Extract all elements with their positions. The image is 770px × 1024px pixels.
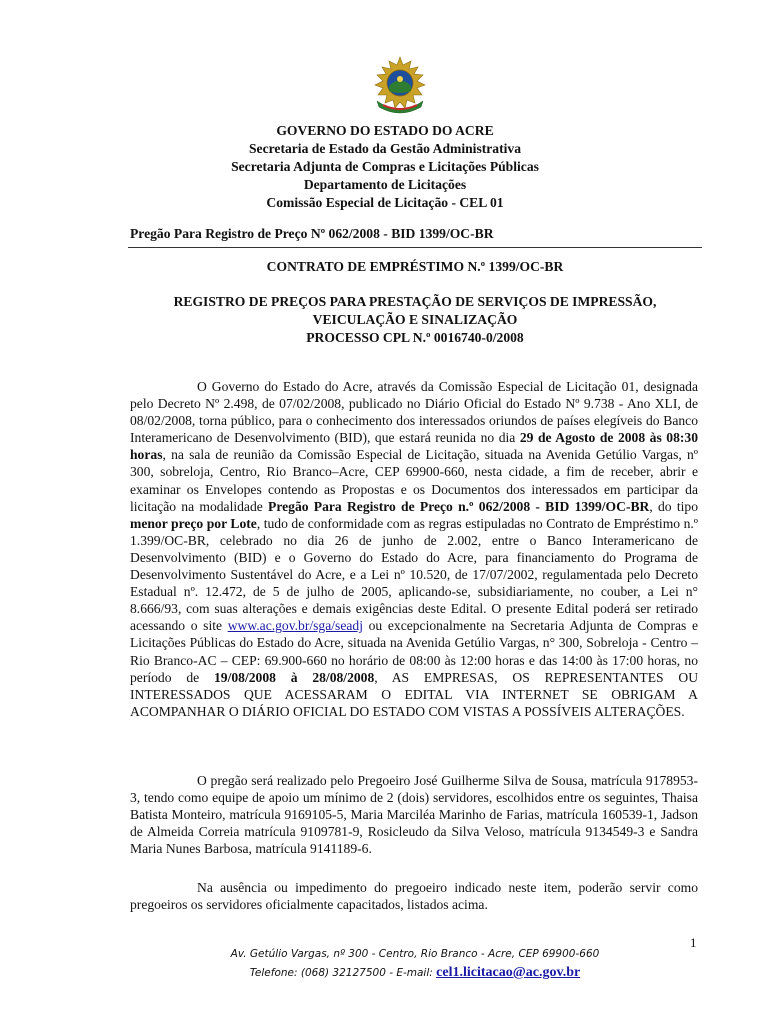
text-run: , AS EMPRESAS, OS REPRESENTANTES OU INTERESSADOS QUE ACESSARAM O EDITAL VIA INTERNET SE OBRIGAM A ACOMPANHAR O DIÁRIO OFICIAL DO ESTADO COM VISTAS A POSSÍVEIS ALTERAÇÕES. xyxy=(130,669,699,719)
pregao-title: Pregão Para Registro de Preço Nº 062/2008 - BID 1399/OC-BR xyxy=(130,226,494,241)
text-run: O Governo do Estado do Acre, através da Comissão Especial de Licitação 01, designada pelo Decreto Nº 2.498, de 07/02/2008, publicado no Diário Oficial do Estado Nº 9.738 - Ano XLI, de 08/02/2008, torna público, para o conhecimento dos interessados oriundos de países elegíveis do Banco Interamericano de Desenvolvimento (BID), que estará reunida no dia xyxy=(130,379,698,446)
paragraph-auctioneer xyxy=(130,772,698,857)
header-commission: Comissão Especial de Licitação - CEL 01 xyxy=(266,195,504,210)
process-number: PROCESSO CPL N.º 0016740-0/2008 xyxy=(306,330,524,345)
substitution-text: Na ausência ou impedimento do pregoeiro indicado neste item, poderão servir como pregoeiros os servidores oficialmente capacitados, listados acima. xyxy=(130,880,698,913)
header-government: GOVERNO DO ESTADO DO ACRE xyxy=(276,123,494,138)
footer-phone: Telefone: (068) 32127500 - E-mail: xyxy=(249,967,433,979)
header-department: Departamento de Licitações xyxy=(303,177,467,192)
award-type: menor preço por Lote xyxy=(130,515,257,531)
header-secretariat: Secretaria de Estado da Gestão Administrativa xyxy=(249,141,521,156)
modality-name: Pregão Para Registro de Preço n.º 062/2008 - BID 1399/OC-BR xyxy=(268,498,650,514)
registration-line-1: REGISTRO DE PREÇOS PARA PRESTAÇÃO DE SERVIÇOS DE IMPRESSÃO, xyxy=(173,294,657,309)
divider xyxy=(128,247,702,248)
registration-title xyxy=(130,293,700,347)
footer-email-link[interactable]: cel1.licitacao@ac.gov.br xyxy=(436,965,581,980)
registration-line-2: VEICULAÇÃO E SINALIZAÇÃO xyxy=(312,312,518,327)
auctioneer-text: O pregão será realizado pelo Pregoeiro José Guilherme Silva de Sousa, matrícula 9178953-3, tendo como equipe de apoio um mínimo de 2 (dois) servidores, escolhidos entre os seguintes, Thaisa Batista Monteiro, matrícula 9169105-5, Maria Marciléa Marinho de Farias, matrícula 160539-1, Jadson de Almeida Correia matrícula 9109781-9, Rosicleudo da Silva Veloso, matrícula 9134549-3 e Sandra Maria Nunes Barbosa, matrícula 9141189-6. xyxy=(130,773,698,857)
paragraph-substitution xyxy=(130,879,698,913)
footer-address: Av. Getúlio Vargas, nº 300 - Centro, Rio Branco - Acre, CEP 69900-660 xyxy=(230,948,600,960)
paragraph-announcement xyxy=(130,378,698,720)
text-run: , do tipo xyxy=(649,498,698,514)
text-run: , na sala de reunião da Comissão Especial de Licitação, situada na Avenida Getúlio Vargas, nº 300, sobreloja, Centro, Rio Branco–Acre, CEP 69900-660, nesta cidade, a fim de receber, abrir e examinar os Envelopes contendo as Propostas e os Documentos dos interessados em participar da licitação na modalidade xyxy=(130,447,698,514)
text-run: , tudo de conformidade com as regras estipuladas no Contrato de Empréstimo n.º 1.399/OC-BR, celebrado no dia 26 de junho de 2.002, entre o Banco Interamericano de Desenvolvimento (BID) e o Governo do Estado do Acre, para financiamento do Programa de Desenvolvimento Sustentável do Acre, e a Lei nº 10.520, de 17/07/2002, regulamentada pelo Decreto Estadual nº. 12.472, de 5 de julho de 2005, aplicando-se, subsidiariamente, no couber, a Lei n° 8.666/93, com suas alterações e demais exigências deste Edital. O presente Edital poderá ser retirado acessando o site xyxy=(130,515,698,634)
contract-title: CONTRATO DE EMPRÉSTIMO N.º 1399/OC-BR xyxy=(266,259,564,274)
footer-contact xyxy=(0,965,770,981)
meeting-date: 29 de Agosto de 2008 às 08:30 horas xyxy=(130,430,698,463)
edital-site-link[interactable]: www.ac.gov.br/sga/seadj xyxy=(227,618,363,634)
page-number: 1 xyxy=(690,935,697,950)
document-header xyxy=(0,122,770,212)
text-run: ou excepcionalmente na Secretaria Adjunta de Compras e Licitações Públicas do Estado do Acre, situada na Avenida Getúlio Vargas, n° 300, Sobreloja - Centro – Rio Branco-AC – CEP: 69.900-660 no horário de 08:00 às 12:00 horas e das 14:00 às 17:00 horas, no período de xyxy=(130,618,698,685)
header-adjunct-secretariat: Secretaria Adjunta de Compras e Licitações Públicas xyxy=(231,159,539,174)
state-coat-of-arms-icon xyxy=(365,55,435,120)
availability-period: 19/08/2008 à 28/08/2008 xyxy=(213,669,375,685)
